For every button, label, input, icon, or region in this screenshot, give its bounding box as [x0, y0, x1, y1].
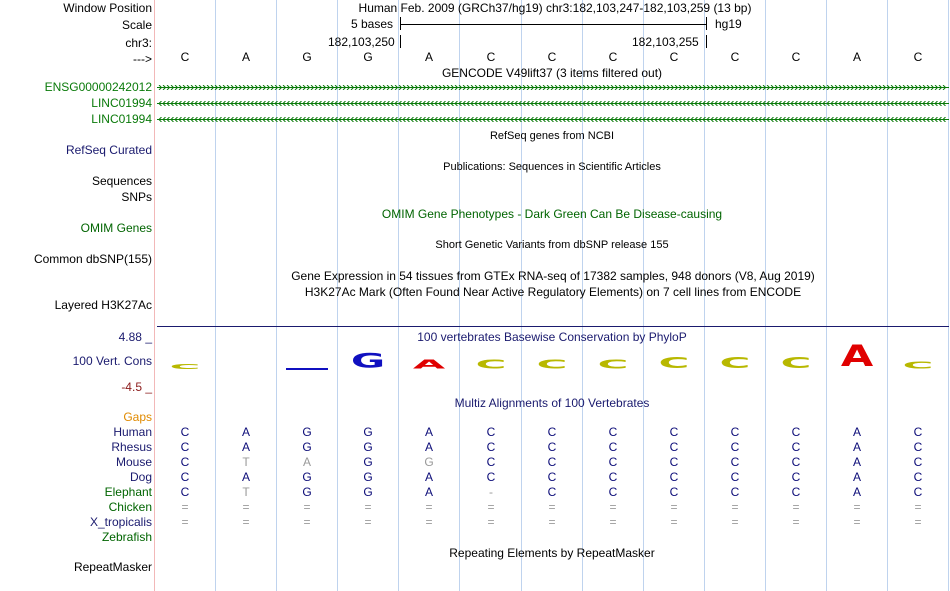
- alignment-base: C: [730, 455, 740, 469]
- alignment-base: G: [363, 455, 373, 469]
- gene-label-linc01994-2[interactable]: LINC01994: [91, 112, 152, 126]
- alignment-base: C: [730, 425, 740, 439]
- species-label-dog[interactable]: Dog: [129, 470, 152, 484]
- conservation-max-label: 4.88 _: [118, 330, 152, 344]
- alignment-base: G: [363, 470, 373, 484]
- reference-base: A: [241, 50, 250, 64]
- species-label-zebrafish[interactable]: Zebrafish: [101, 530, 152, 544]
- scale-label: Scale: [121, 18, 152, 32]
- reference-base: C: [486, 50, 496, 64]
- alignment-base: C: [913, 485, 923, 499]
- alignment-base: C: [913, 470, 923, 484]
- conservation-logo-letter: A: [840, 340, 874, 374]
- alignment-base: G: [302, 425, 312, 439]
- alignment-base: C: [486, 470, 496, 484]
- conservation-logo-letter: C: [169, 362, 201, 371]
- alignment-base: C: [180, 485, 190, 499]
- reference-base: C: [180, 50, 190, 64]
- label-divider: [154, 0, 155, 591]
- conservation-logo-letter: C: [658, 355, 690, 372]
- coordinate-right: 182,103,255: [632, 35, 699, 49]
- gtex-track-title[interactable]: Gene Expression in 54 tissues from GTEx RNA-seq of 17382 samples, 948 donors (V8, Aug 2019): [291, 269, 815, 283]
- alignment-base: G: [424, 455, 434, 469]
- alignment-base: C: [180, 425, 190, 439]
- alignment-base: C: [669, 425, 679, 439]
- alignment-base: C: [486, 425, 496, 439]
- alignment-base: C: [608, 455, 618, 469]
- gene-linc01994-1[interactable]: [157, 101, 949, 104]
- alignment-base: =: [853, 500, 861, 514]
- alignment-base: C: [669, 470, 679, 484]
- alignment-base: C: [608, 440, 618, 454]
- alignment-base: C: [547, 455, 557, 469]
- alignment-base: G: [302, 470, 312, 484]
- alignment-base: C: [913, 440, 923, 454]
- layered-h3k27ac-label[interactable]: Layered H3K27Ac: [54, 298, 152, 312]
- alignment-base: =: [364, 500, 372, 514]
- alignment-base: =: [609, 515, 617, 529]
- scale-bases-text: 5 bases: [351, 17, 394, 31]
- reference-base: C: [913, 50, 923, 64]
- snps-label[interactable]: SNPs: [121, 190, 152, 204]
- alignment-base: =: [853, 515, 861, 529]
- alignment-base: C: [486, 440, 496, 454]
- alignment-base: =: [303, 500, 311, 514]
- alignment-base: C: [180, 470, 190, 484]
- repeatmasker-label[interactable]: RepeatMasker: [73, 560, 152, 574]
- alignment-base: C: [730, 470, 740, 484]
- alignment-base: A: [302, 455, 311, 469]
- conservation-logo-letter: A: [412, 357, 446, 372]
- conservation-logo-letter: C: [780, 355, 812, 372]
- alignment-base: A: [424, 425, 433, 439]
- alignment-base: =: [487, 500, 495, 514]
- window-position-label: Window Position: [63, 1, 152, 15]
- alignment-base: =: [609, 500, 617, 514]
- gene-linc01994-2[interactable]: [157, 117, 949, 120]
- conservation-logo-letter: C: [536, 357, 568, 372]
- reference-base: A: [852, 50, 861, 64]
- alignment-base: T: [242, 455, 250, 469]
- refseq-curated-label[interactable]: RefSeq Curated: [65, 143, 152, 157]
- alignment-base: =: [487, 515, 495, 529]
- conservation-logo-letter: G: [350, 350, 386, 373]
- alignment-base: C: [180, 455, 190, 469]
- alignment-base: C: [791, 470, 801, 484]
- alignment-base: C: [547, 440, 557, 454]
- alignment-base: C: [791, 440, 801, 454]
- alignment-base: C: [913, 455, 923, 469]
- conservation-logo-letter: C: [475, 357, 507, 372]
- scale-bar-right-tick: [706, 17, 707, 30]
- alignment-base: C: [608, 485, 618, 499]
- omim-genes-label[interactable]: OMIM Genes: [80, 221, 152, 235]
- omim-track-title[interactable]: OMIM Gene Phenotypes - Dark Green Can Be Disease-causing: [381, 207, 723, 221]
- window-position-title: Human Feb. 2009 (GRCh37/hg19) chr3:182,103,247-182,103,259 (13 bp): [358, 1, 752, 15]
- assembly-name: hg19: [715, 17, 742, 31]
- alignment-base: C: [608, 470, 618, 484]
- gaps-label[interactable]: Gaps: [123, 410, 152, 424]
- multiz-track-title[interactable]: Multiz Alignments of 100 Vertebrates: [454, 396, 650, 410]
- alignment-base: =: [914, 500, 922, 514]
- alignment-base: C: [669, 440, 679, 454]
- alignment-base: C: [730, 440, 740, 454]
- alignment-base: C: [486, 455, 496, 469]
- alignment-base: C: [791, 425, 801, 439]
- alignment-base: =: [914, 515, 922, 529]
- repeatmasker-track-title[interactable]: Repeating Elements by RepeatMasker: [449, 546, 655, 560]
- alignment-base: -: [489, 485, 493, 499]
- alignment-base: =: [364, 515, 372, 529]
- alignment-base: =: [670, 515, 678, 529]
- conservation-min-label: -4.5 _: [121, 380, 152, 394]
- alignment-base: C: [669, 485, 679, 499]
- alignment-base: A: [852, 440, 861, 454]
- track-label-column: [0, 0, 154, 591]
- scale-bar: [400, 17, 707, 31]
- species-label-mouse[interactable]: Mouse: [115, 455, 152, 469]
- alignment-base: C: [547, 470, 557, 484]
- species-label-chicken[interactable]: Chicken: [108, 500, 152, 514]
- species-label-rhesus[interactable]: Rhesus: [111, 440, 152, 454]
- alignment-base: G: [363, 440, 373, 454]
- h3k27ac-track-title[interactable]: H3K27Ac Mark (Often Found Near Active Regulatory Elements) on 7 cell lines from ENCODE: [304, 285, 802, 299]
- alignment-base: =: [242, 515, 250, 529]
- reference-base: C: [791, 50, 801, 64]
- reference-base: C: [730, 50, 740, 64]
- alignment-base: C: [180, 440, 190, 454]
- coordinate-left-tick: [400, 35, 401, 48]
- alignment-base: A: [424, 470, 433, 484]
- alignment-base: C: [547, 425, 557, 439]
- alignment-base: G: [363, 485, 373, 499]
- dbsnp-track-title[interactable]: Short Genetic Variants from dbSNP release 155: [435, 239, 669, 251]
- alignment-base: =: [548, 515, 556, 529]
- vert-cons-label[interactable]: 100 Vert. Cons: [72, 354, 152, 368]
- common-dbsnp-label[interactable]: Common dbSNP(155): [33, 252, 152, 266]
- alignment-base: C: [669, 455, 679, 469]
- gene-strand-arrows-reverse: [157, 117, 949, 122]
- reference-base: C: [547, 50, 557, 64]
- alignment-base: A: [424, 440, 433, 454]
- alignment-base: G: [302, 440, 312, 454]
- alignment-base: A: [852, 485, 861, 499]
- alignment-base: C: [791, 455, 801, 469]
- conservation-logo-letter: C: [902, 360, 934, 372]
- species-label-x_tropicalis[interactable]: X_tropicalis: [89, 515, 152, 529]
- alignment-base: C: [913, 425, 923, 439]
- alignment-base: A: [852, 455, 861, 469]
- alignment-base: =: [242, 500, 250, 514]
- alignment-base: A: [241, 440, 250, 454]
- gene-label-ensg[interactable]: ENSG00000242012: [44, 80, 152, 94]
- alignment-base: =: [548, 500, 556, 514]
- alignment-base: =: [731, 515, 739, 529]
- alignment-base: A: [852, 425, 861, 439]
- publications-track-title[interactable]: Publications: Sequences in Scientific Articles: [443, 161, 661, 173]
- alignment-base: G: [302, 485, 312, 499]
- sequences-label[interactable]: Sequences: [91, 174, 152, 188]
- gene-strand-arrows-reverse: [157, 101, 949, 106]
- reference-base: G: [363, 50, 373, 64]
- refseq-track-title[interactable]: RefSeq genes from NCBI: [489, 130, 615, 142]
- alignment-base: T: [242, 485, 250, 499]
- gencode-track-title[interactable]: GENCODE V49lift37 (3 items filtered out): [441, 66, 663, 80]
- scale-bar-line: [400, 24, 707, 25]
- alignment-base: A: [852, 470, 861, 484]
- gene-ensg00000242012[interactable]: [157, 85, 949, 88]
- conservation-logo-letter: C: [597, 357, 629, 372]
- alignment-base: =: [181, 515, 189, 529]
- gene-label-linc01994-1[interactable]: LINC01994: [91, 96, 152, 110]
- reference-base: C: [608, 50, 618, 64]
- reference-base: C: [669, 50, 679, 64]
- alignment-base: A: [424, 485, 433, 499]
- alignment-base: A: [241, 470, 250, 484]
- alignment-base: =: [731, 500, 739, 514]
- alignment-base: =: [425, 515, 433, 529]
- chromosome-label: chr3:: [125, 36, 152, 50]
- species-label-elephant[interactable]: Elephant: [104, 485, 152, 499]
- alignment-base: C: [608, 425, 618, 439]
- alignment-base: C: [730, 485, 740, 499]
- conservation-logo-letter: C: [719, 355, 751, 372]
- alignment-base: C: [547, 485, 557, 499]
- reference-base: G: [302, 50, 312, 64]
- alignment-base: =: [303, 515, 311, 529]
- alignment-base: =: [181, 500, 189, 514]
- phylop-track-title[interactable]: 100 vertebrates Basewise Conservation by PhyloP: [417, 330, 687, 344]
- coordinate-left: 182,103,250: [328, 35, 395, 49]
- alignment-base: A: [241, 425, 250, 439]
- strand-arrow-label[interactable]: --->: [133, 52, 152, 66]
- alignment-base: C: [791, 485, 801, 499]
- alignment-base: =: [670, 500, 678, 514]
- species-label-human[interactable]: Human: [113, 425, 152, 439]
- conservation-top-line: [157, 326, 949, 327]
- gene-strand-arrows-forward: [157, 85, 949, 90]
- reference-base: A: [424, 50, 433, 64]
- alignment-base: G: [363, 425, 373, 439]
- alignment-base: =: [792, 515, 800, 529]
- alignment-base: =: [792, 500, 800, 514]
- alignment-base: =: [425, 500, 433, 514]
- coordinate-right-tick: [706, 35, 707, 48]
